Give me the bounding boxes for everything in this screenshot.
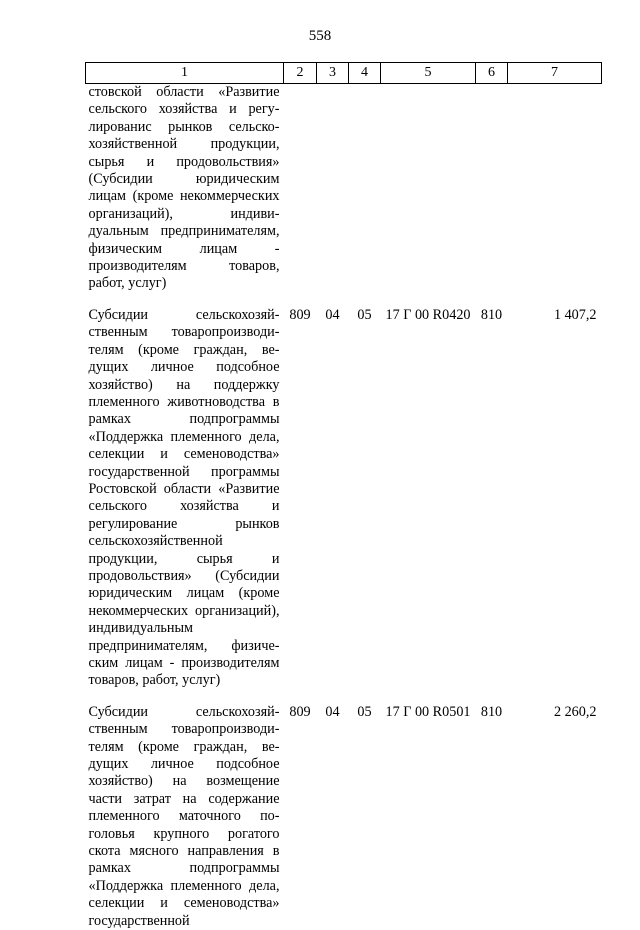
cell-subsection: 05	[357, 306, 372, 323]
column-header-1: 1	[86, 63, 284, 84]
cell-subsection	[349, 84, 381, 293]
table-row	[86, 704, 602, 930]
cell-target-article: 17 Г 00 R0420	[385, 306, 471, 323]
column-header-5: 5	[381, 63, 476, 84]
row-description: Субсидии сельскохозяйственным товаропроизводителям (кроме граждан, ведущих личное подсобное хозяйство) на поддержку племенного животноводства в рамках подпрограммы «Поддержка племенного дела, селекции и семеноводства» государственной программы Ростовской области «Развитие сельского хозяйства и регулирование рынков сельскохозяйственной продукции, сырья и продовольствия» (Субсидии юридическим лицам (кроме некоммерческих организаций), индивидуальным предпринимателям, физическим лицам - производителям товаров, работ, услуг)	[88, 306, 280, 689]
cell-target-article	[381, 84, 476, 293]
cell-section: 04	[325, 306, 340, 323]
column-header-4: 4	[349, 63, 381, 84]
row-description: стовской области «Развитие сельского хозяйства и регулированис рынков сельскохозяйственной продукции, сырья и продовольствия» (Субсидии юридическим лицам (кроме некоммерческих организаций), индивидуальным предпринимателям, физическим лицам - производителям товаров, работ, услуг)	[88, 84, 280, 292]
row-description: Субсидии сельскохозяйственным товаропроизводителям (кроме граждан, ведущих личное подсобное хозяйство) на возмещение части затрат на содержание племенного маточного поголовья крупного рогатого скота мясного направления в рамках подпрограммы «Поддержка племенного дела, селекции и семеноводства» государственной	[88, 703, 280, 929]
cell-section: 04	[325, 703, 340, 720]
cell-target-article: 17 Г 00 R0501	[385, 703, 471, 720]
page-number: 558	[308, 28, 332, 44]
cell-subsection: 05	[357, 703, 372, 720]
cell-expense-type: 810	[480, 306, 503, 323]
cell-amount	[508, 84, 602, 293]
table-row	[86, 307, 602, 690]
row-spacer	[86, 690, 602, 704]
column-header-3: 3	[317, 63, 349, 84]
cell-amount: 2 260,2	[553, 703, 597, 720]
cell-section	[317, 84, 349, 293]
cell-expense-type: 810	[480, 703, 503, 720]
cell-expense-type	[476, 84, 508, 293]
cell-ministry-code: 809	[289, 703, 311, 720]
row-spacer	[86, 293, 602, 307]
cell-amount: 1 407,2	[553, 306, 597, 323]
column-header-7: 7	[508, 63, 602, 84]
column-header-6: 6	[476, 63, 508, 84]
table-row	[86, 84, 602, 293]
budget-table	[85, 62, 602, 930]
table-header-row	[86, 63, 602, 84]
cell-ministry-code: 809	[289, 306, 311, 323]
column-header-2: 2	[284, 63, 317, 84]
cell-ministry-code	[284, 84, 317, 293]
